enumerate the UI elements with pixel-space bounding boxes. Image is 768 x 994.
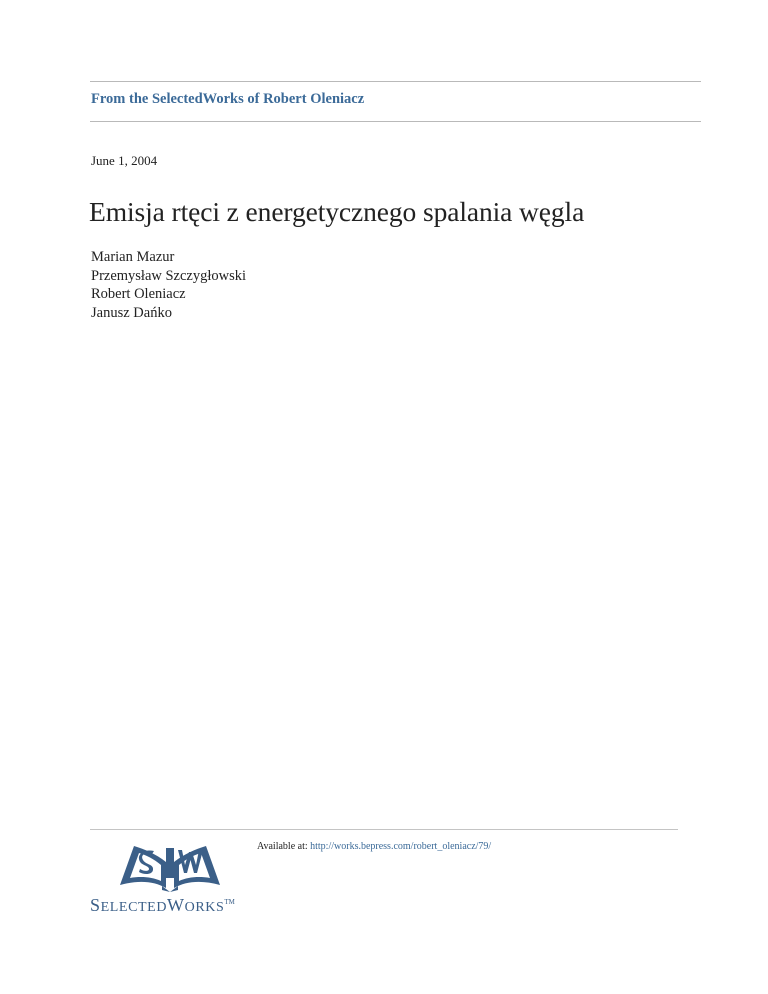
author-list [91, 248, 246, 322]
available-url-link[interactable]: http://works.bepress.com/robert_oleniacz/79/ [310, 841, 492, 852]
open-book-logo-icon [118, 840, 222, 892]
wordmark-letter: S [90, 895, 101, 915]
publication-date: June 1, 2004 [91, 153, 158, 168]
wordmark-letter: W [167, 895, 185, 915]
top-divider [90, 81, 701, 82]
document-title: Emisja rtęci z energetycznego spalania węgla [89, 196, 585, 227]
availability-line [257, 841, 491, 852]
footer-divider [90, 829, 678, 830]
author-name: Przemysław Szczygłowski [91, 267, 247, 284]
author-name: Robert Oleniacz [91, 286, 186, 302]
header-divider [90, 121, 701, 122]
wordmark-text: ORKS [184, 900, 225, 915]
selectedworks-author-link[interactable]: From the SelectedWorks of Robert Oleniacz [91, 91, 365, 107]
author-name: Janusz Dańko [91, 304, 172, 321]
available-label: Available at: [257, 841, 308, 852]
trademark-mark: TM [224, 898, 235, 906]
wordmark-text: ELECTED [100, 900, 168, 915]
selectedworks-wordmark [90, 895, 235, 916]
author-name: Marian Mazur [91, 249, 175, 265]
